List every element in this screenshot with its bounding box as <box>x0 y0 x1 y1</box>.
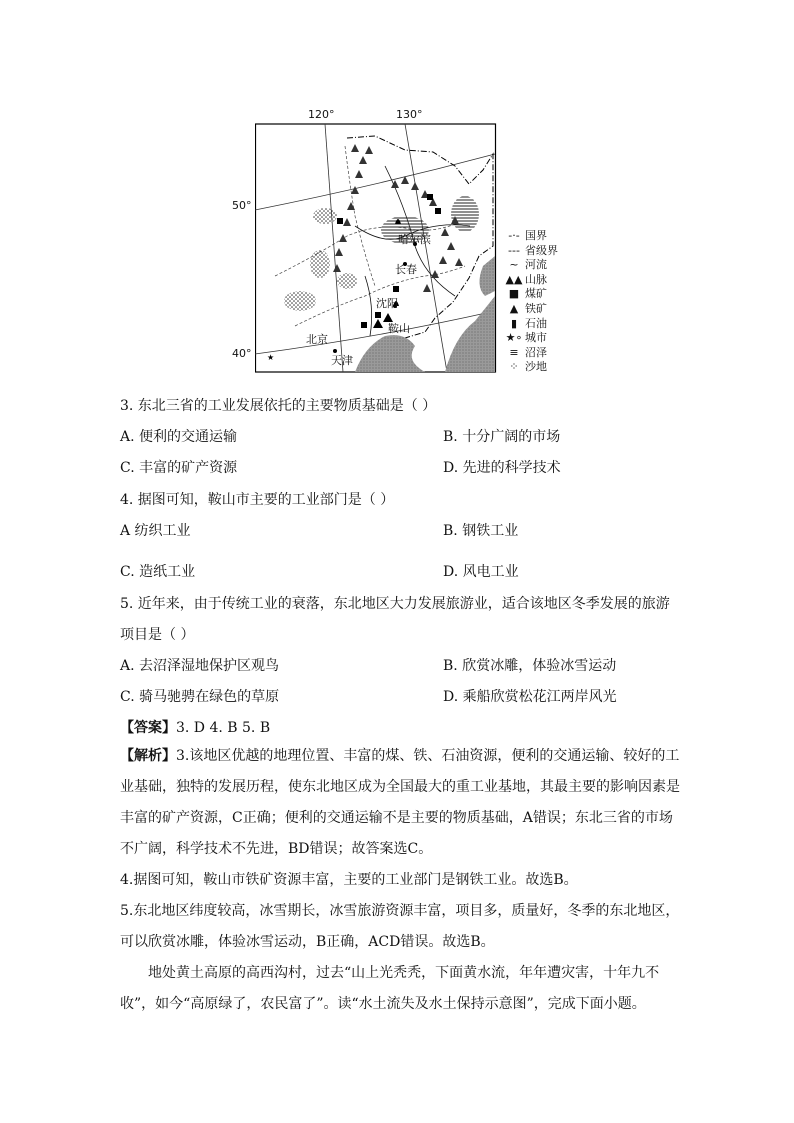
sand-area <box>337 273 357 289</box>
city-star: ★ <box>267 353 275 362</box>
city-label-tianjin: 天津 <box>331 354 353 367</box>
province-line-icon: --- <box>508 243 520 257</box>
q3-option-b: B. 十分广阔的市场 <box>443 429 561 445</box>
legend-item: ■ 煤矿 <box>503 287 563 302</box>
q3-option-a: A. 便利的交通运输 <box>120 429 238 445</box>
q5-stem-line1: 5. 近年来，由于传统工业的衰落，东北地区大力发展旅游业，适合该地区冬季发展的旅游 <box>120 596 670 612</box>
iron-icon: ▲ <box>509 301 519 315</box>
analysis-q5: 5.东北地区纬度较高，冰雪期长，冰雪旅游资源丰富，项目多，质量好，冬季的东北地区，可以欣赏冰雕，体验冰雪运动，B正确，ACD错误。故选B。 <box>120 903 680 950</box>
q4-option-b: B. 钢铁工业 <box>443 523 519 539</box>
swamp-icon: ≡ <box>509 345 519 359</box>
sand-icon: ⁘ <box>509 360 519 374</box>
legend-item: ★∘ 城市 <box>503 331 563 346</box>
q3-option-d: D. 先进的科学技术 <box>443 460 561 476</box>
analysis-tag: 【解析】 <box>120 748 176 764</box>
q3-option-c: C. 丰富的矿产资源 <box>120 460 238 476</box>
answer-tag: 【答案】 <box>120 720 176 736</box>
sand-area <box>284 291 316 311</box>
q5-option-b: B. 欣赏冰雕，体验冰雪运动 <box>443 658 617 674</box>
legend-item: ⁘ 沙地 <box>503 360 563 375</box>
legend-item: -·- 国界 <box>503 229 563 244</box>
swamp-east <box>451 196 479 232</box>
city-label-beijing: 北京 <box>306 333 328 346</box>
q4-option-d: D. 风电工业 <box>443 564 519 580</box>
sand-area <box>310 250 330 278</box>
q5-option-a: A. 去沼泽湿地保护区观鸟 <box>120 658 280 674</box>
answer-text: 3. D 4. B 5. B <box>176 720 271 736</box>
boundary-line-icon: -·- <box>508 229 520 242</box>
legend-item: ≡ 沼泽 <box>503 346 563 361</box>
answer-line <box>120 717 270 737</box>
map-legend <box>503 229 563 375</box>
analysis-q4: 4.据图可知，鞍山市铁矿资源丰富，主要的工业部门是钢铁工业。故选B。 <box>120 872 578 888</box>
city-label-changchun: 长春 <box>395 263 417 276</box>
q4-option-c: C. 造纸工业 <box>120 564 196 580</box>
next-question-intro: 地处黄土高原的高西沟村，过去“山上光秃秃，下面黄水流，年年遭灾害，十年九不收”，如今“高原绿了，农民富了”。读“水土流失及水土保持示意图”，完成下面小题。 <box>120 965 660 1012</box>
q5-option-d: D. 乘船欣赏松花江两岸风光 <box>443 689 617 705</box>
coal-icon: ■ <box>508 287 520 301</box>
q4-option-a: A 纺织工业 <box>120 523 191 539</box>
q3-stem: 3. 东北三省的工业发展依托的主要物质基础是（ ） <box>120 398 437 414</box>
q5-stem-line2: 项目是（ ） <box>120 627 195 643</box>
q5-option-c: C. 骑马驰骋在绿色的草原 <box>120 689 280 705</box>
legend-item: ~ 河流 <box>503 258 563 273</box>
lon-label-120: 120° <box>308 108 335 121</box>
city-label-shenyang: 沈阳 <box>376 297 398 310</box>
legend-item: ▲ 铁矿 <box>503 302 563 317</box>
lat-label-40: 40° <box>232 347 252 360</box>
northeast-china-map <box>255 106 501 374</box>
q4-stem: 4. 据图可知，鞍山市主要的工业部门是（ ） <box>120 492 395 508</box>
mountain-icon: ▲▲ <box>505 272 523 286</box>
oil-icon: ▮ <box>510 316 518 330</box>
analysis-q3 <box>120 741 680 865</box>
lat-label-50: 50° <box>232 199 252 212</box>
legend-item: --- 省级界 <box>503 244 563 259</box>
analysis-q3-text: 3.该地区优越的地理位置、丰富的煤、铁、石油资源，便利的交通运输、较好的工业基础，独特的发展历程，使东北地区成为全国最大的重工业基地，其最主要的影响因素是丰富的矿产资源，C正确；便利的交通运输不是主要的物质基础，A错误；东北三省的市场不广阔，科学技术不先进，BD错误；故答案选C。 <box>120 748 680 857</box>
legend-item: ▮ 石油 <box>503 317 563 332</box>
city-icon: ★∘ <box>505 331 523 345</box>
sand-area <box>313 208 337 224</box>
river-icon: ~ <box>509 258 519 272</box>
legend-item: ▲▲ 山脉 <box>503 273 563 288</box>
lon-label-130: 130° <box>396 108 423 121</box>
city-label-harbin: 哈尔滨 <box>398 233 431 246</box>
city-label-anshan: 鞍山 <box>388 322 410 335</box>
